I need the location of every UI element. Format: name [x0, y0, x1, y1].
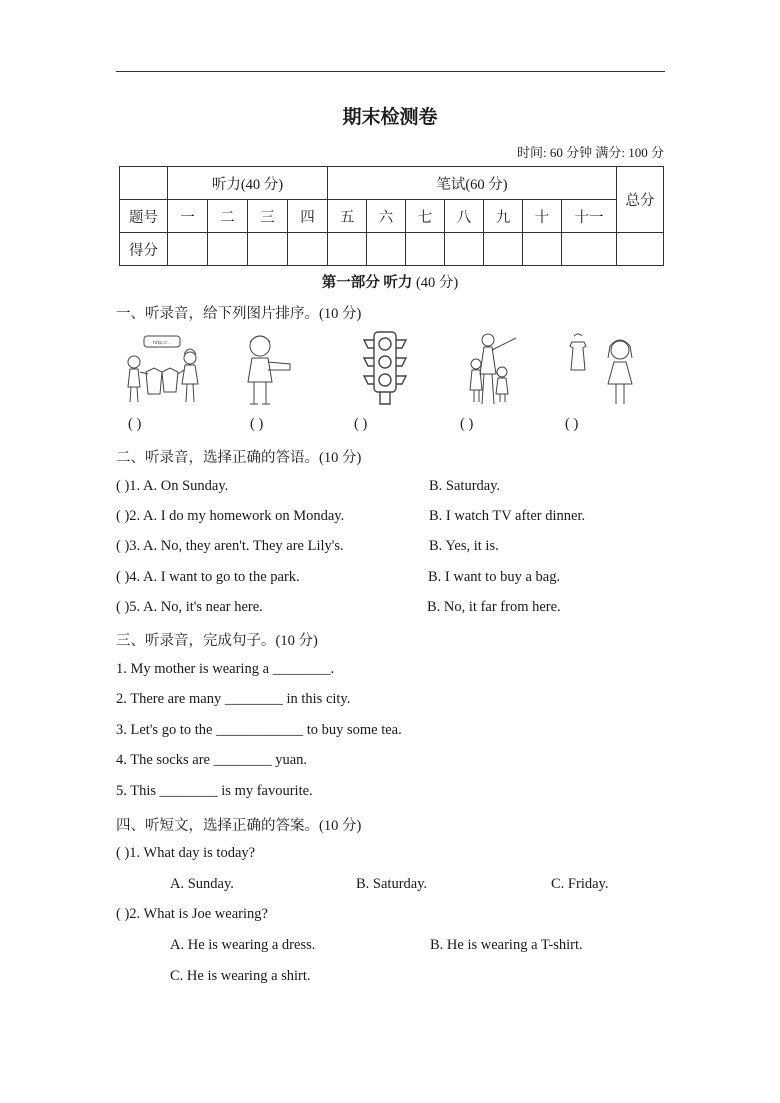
answer-paren[interactable]: ( )	[116, 508, 130, 524]
q1-heading: 一、听录音，给下列图片排序。(10 分)	[116, 306, 362, 322]
answer-paren[interactable]: ( )	[116, 599, 130, 615]
boy-pointing-illustration	[240, 330, 296, 408]
score-table	[119, 166, 664, 266]
q2-item-5-option-b: B. No, it far from here.	[427, 599, 561, 615]
dress-and-girl-illustration	[564, 332, 638, 408]
score-cell[interactable]	[617, 233, 664, 266]
listening-header: 听力(40 分)	[168, 167, 328, 200]
family-pointing-illustration	[466, 330, 520, 408]
number-cell: 五	[328, 200, 367, 233]
answer-paren[interactable]: ( )	[116, 845, 130, 861]
score-cell[interactable]	[248, 233, 288, 266]
top-rule	[116, 71, 665, 72]
number-cell: 八	[445, 200, 484, 233]
number-cell: 三	[248, 200, 288, 233]
q1-blank-1[interactable]: ( )	[128, 416, 142, 432]
q3-item-1[interactable]: 1. My mother is wearing a ________.	[116, 661, 335, 677]
row-label-score: 得分	[120, 233, 168, 266]
q4-q2-option-c: C. He is wearing a shirt.	[170, 968, 311, 984]
score-cell[interactable]	[328, 233, 367, 266]
number-cell: 四	[288, 200, 328, 233]
score-cell[interactable]	[562, 233, 617, 266]
score-cell[interactable]	[367, 233, 406, 266]
q2-heading: 二、听录音，选择正确的答语。(10 分)	[116, 450, 362, 466]
score-cell[interactable]	[208, 233, 248, 266]
writing-header: 笔试(60 分)	[328, 167, 617, 200]
q4-heading: 四、听短文，选择正确的答案。(10 分)	[116, 818, 362, 834]
score-table-corner	[120, 167, 168, 200]
q1-blank-2[interactable]: ( )	[250, 416, 264, 432]
q4-question-2: ( )2. What is Joe wearing?	[116, 906, 268, 922]
q4-q2-option-b: B. He is wearing a T-shirt.	[430, 937, 583, 953]
q3-item-3[interactable]: 3. Let's go to the ____________ to buy some tea.	[116, 722, 402, 738]
number-cell: 二	[208, 200, 248, 233]
number-cell: 十	[523, 200, 562, 233]
shopping-scene-illustration	[124, 332, 202, 408]
answer-paren[interactable]: ( )	[116, 906, 130, 922]
q1-blank-4[interactable]: ( )	[460, 416, 474, 432]
q4-q2-option-a: A. He is wearing a dress.	[170, 937, 316, 953]
number-cell: 十一	[562, 200, 617, 233]
q4-q1-option-a: A. Sunday.	[170, 876, 234, 892]
q2-item-2: ( )2. A. I do my homework on Monday.	[116, 508, 345, 524]
score-cell[interactable]	[445, 233, 484, 266]
q2-item-5: ( )5. A. No, it's near here.	[116, 599, 263, 615]
q3-heading: 三、听录音，完成句子。(10 分)	[116, 633, 318, 649]
answer-paren[interactable]: ( )	[116, 569, 130, 585]
score-cell[interactable]	[288, 233, 328, 266]
q2-item-2-option-b: B. I watch TV after dinner.	[429, 508, 586, 524]
q1-blank-5[interactable]: ( )	[565, 416, 579, 432]
q2-item-1: ( )1. A. On Sunday.	[116, 478, 229, 494]
time-info: 时间: 60 分钟 满分: 100 分	[517, 145, 664, 160]
q2-item-3: ( )3. A. No, they aren't. They are Lily's.	[116, 538, 344, 554]
q3-item-5[interactable]: 5. This ________ is my favourite.	[116, 783, 313, 799]
score-cell[interactable]	[406, 233, 445, 266]
q4-question-1: ( )1. What day is today?	[116, 845, 256, 861]
q2-item-4: ( )4. A. I want to go to the park.	[116, 569, 300, 585]
q2-item-3-option-b: B. Yes, it is.	[429, 538, 499, 554]
traffic-light-illustration	[360, 330, 410, 406]
number-cell: 一	[168, 200, 208, 233]
q3-item-4[interactable]: 4. The socks are ________ yuan.	[116, 752, 308, 768]
number-cell: 九	[484, 200, 523, 233]
answer-paren[interactable]: ( )	[116, 538, 130, 554]
row-label-number: 题号	[120, 200, 168, 233]
number-cell: 六	[367, 200, 406, 233]
score-cell[interactable]	[523, 233, 562, 266]
speech-bubble-text: http://...	[152, 341, 172, 346]
number-cell: 七	[406, 200, 445, 233]
q1-blank-3[interactable]: ( )	[354, 416, 368, 432]
q3-item-2[interactable]: 2. There are many ________ in this city.	[116, 691, 351, 707]
q4-q1-option-c: C. Friday.	[551, 876, 609, 892]
q4-q1-option-b: B. Saturday.	[356, 876, 428, 892]
q2-item-1-option-b: B. Saturday.	[429, 478, 501, 494]
answer-paren[interactable]: ( )	[116, 478, 130, 494]
part-one-title: 第一部分 听力 (40 分)	[321, 275, 459, 291]
score-cell[interactable]	[484, 233, 523, 266]
q2-item-4-option-b: B. I want to buy a bag.	[428, 569, 561, 585]
total-header: 总分	[617, 167, 664, 233]
page-title: 期末检测卷	[342, 106, 438, 128]
score-cell[interactable]	[168, 233, 208, 266]
